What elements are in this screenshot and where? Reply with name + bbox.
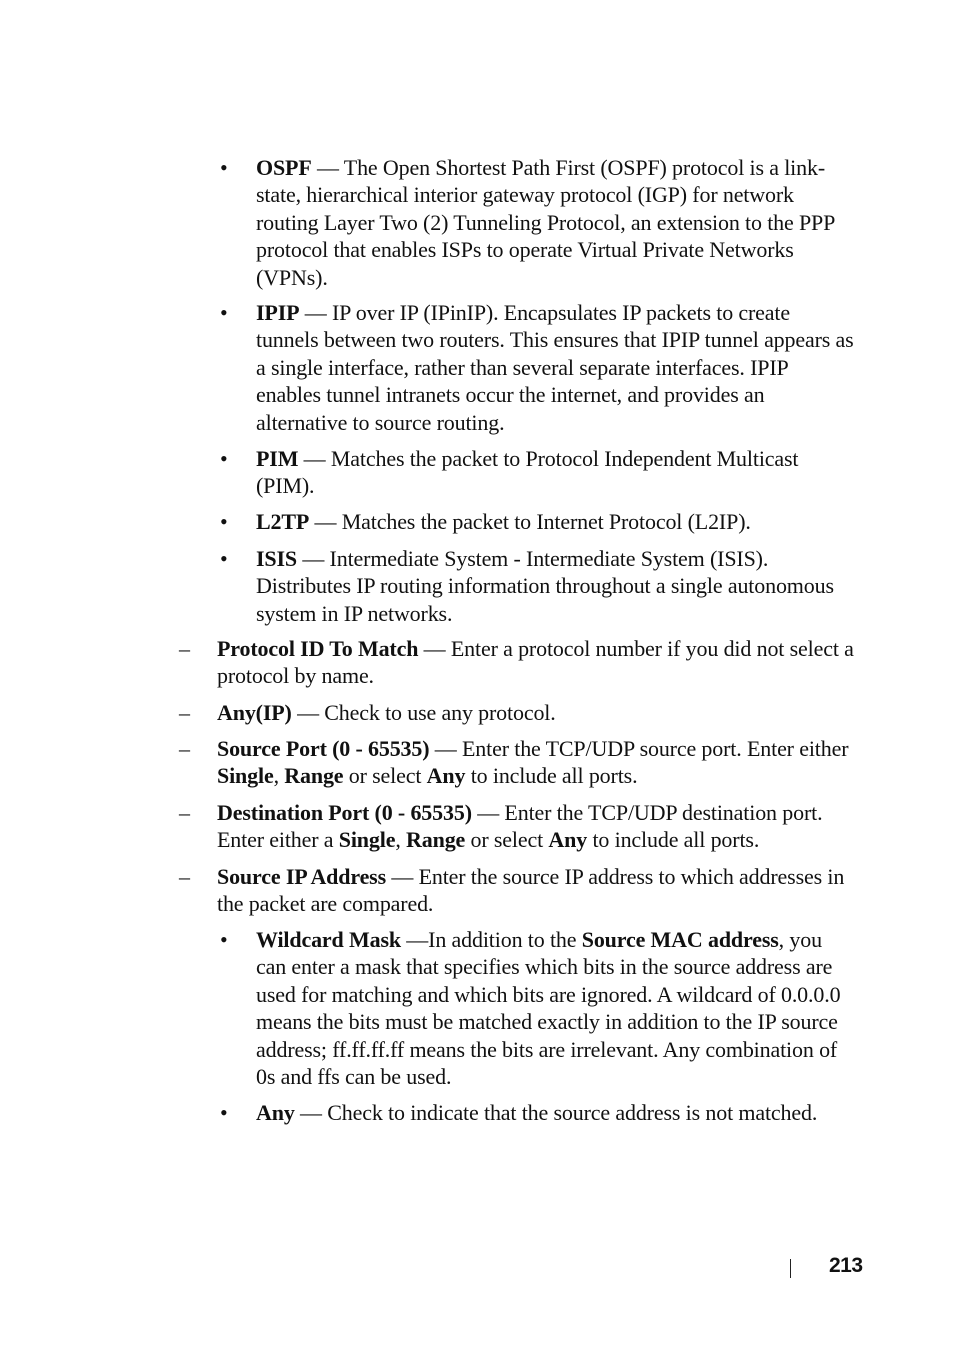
- list-item-isis: [220, 545, 856, 627]
- bullet-marker: •: [220, 155, 228, 180]
- field-any-ip: [179, 699, 857, 726]
- field-destination-port: [179, 799, 857, 854]
- dash-marker: –: [179, 800, 190, 825]
- term-any: Any: [256, 1100, 295, 1125]
- desc-destination-port-4: to include all ports.: [587, 827, 760, 853]
- desc-wildcard-mask-2: , you can enter a mask that specifies which bits in the source address are used for matching and which bits are ignored. A wildcard of 0.0.0.0 means the bits must be matched exactly in addition to the IP source address; ff.ff.ff.ff means the bits are irrelevant. Any combination of 0s and ffs can be used.: [256, 927, 841, 1090]
- term-any: Any: [548, 827, 588, 853]
- bullet-marker: •: [220, 546, 228, 571]
- desc-ipip: — IP over IP (IPinIP). Encapsulates IP packets to create tunnels between two routers. This ensures that IPIP tunnel appears as a single interface, rather than several separate interfaces. IPIP enables tunnel intranets occur the internet, and provides an alternative to source routing.: [256, 300, 854, 435]
- list-item-l2tp: [220, 508, 856, 535]
- footer-divider: [790, 1259, 791, 1278]
- bullet-marker: •: [220, 927, 228, 952]
- term-any-ip: Any(IP): [217, 700, 292, 725]
- desc-protocol-id: — Enter a protocol number if you did not select a protocol by name.: [217, 636, 854, 689]
- field-source-port: [179, 735, 857, 790]
- desc-source-port-1: — Enter the TCP/UDP source port. Enter either: [429, 736, 849, 761]
- desc-any: — Check to indicate that the source address is not matched.: [294, 1100, 818, 1125]
- desc-destination-port-1: — Enter the TCP/UDP destination port. Enter either a: [217, 800, 823, 853]
- term-single: Single: [217, 763, 274, 789]
- dash-marker: –: [179, 700, 190, 725]
- desc-source-port-2: ,: [273, 763, 285, 789]
- term-single: Single: [338, 827, 396, 853]
- dash-marker: –: [179, 636, 190, 661]
- term-pim: PIM: [256, 446, 299, 471]
- desc-destination-port-3: or select: [465, 827, 549, 853]
- term-protocol-id: Protocol ID To Match: [217, 636, 419, 661]
- term-range: Range: [406, 827, 466, 853]
- page-number: 213: [829, 1254, 863, 1277]
- list-item-pim: [220, 445, 856, 500]
- desc-pim: — Matches the packet to Protocol Independent Multicast (PIM).: [256, 446, 799, 499]
- bullet-marker: •: [220, 1100, 228, 1125]
- term-isis: ISIS: [256, 546, 297, 571]
- term-source-port: Source Port (0 - 65535): [217, 736, 430, 761]
- list-item-ipip: [220, 299, 856, 436]
- desc-source-port-3: or select: [343, 763, 427, 789]
- desc-isis: — Intermediate System - Intermediate System (ISIS). Distributes IP routing information throughout a single autonomous system in IP networks.: [256, 546, 834, 626]
- term-ipip: IPIP: [256, 300, 300, 325]
- dash-marker: –: [179, 864, 190, 889]
- desc-destination-port-2: ,: [395, 827, 407, 853]
- bullet-marker: •: [220, 446, 228, 471]
- term-range: Range: [284, 763, 344, 789]
- desc-wildcard-mask-1: —In addition to the: [400, 927, 582, 952]
- bullet-marker: •: [220, 300, 228, 325]
- term-source-ip: Source IP Address: [217, 864, 387, 889]
- desc-source-port-4: to include all ports.: [465, 763, 638, 789]
- desc-source-ip: — Enter the source IP address to which addresses in the packet are compared.: [217, 864, 845, 917]
- term-destination-port: Destination Port (0 - 65535): [217, 800, 472, 825]
- term-any: Any: [426, 763, 466, 789]
- field-source-ip: [179, 863, 857, 918]
- list-item-any: [220, 1099, 856, 1126]
- list-item-ospf: [220, 154, 856, 291]
- list-item-wildcard-mask: [220, 926, 856, 1090]
- desc-l2tp: — Matches the packet to Internet Protocol (L2IP).: [309, 509, 751, 534]
- term-ospf: OSPF: [256, 155, 312, 180]
- desc-any-ip: — Check to use any protocol.: [291, 700, 556, 725]
- dash-marker: –: [179, 736, 190, 761]
- desc-ospf: — The Open Shortest Path First (OSPF) protocol is a link-state, hierarchical interior gateway protocol (IGP) for network routing Layer Two (2) Tunneling Protocol, an extension to the PPP protocol that enables ISPs to operate Virtual Private Networks (VPNs).: [256, 155, 835, 290]
- term-l2tp: L2TP: [256, 509, 310, 534]
- bullet-marker: •: [220, 509, 228, 534]
- term-source-mac-address: Source MAC address: [581, 927, 779, 952]
- term-wildcard-mask: Wildcard Mask: [256, 927, 401, 952]
- field-protocol-id: [179, 635, 857, 690]
